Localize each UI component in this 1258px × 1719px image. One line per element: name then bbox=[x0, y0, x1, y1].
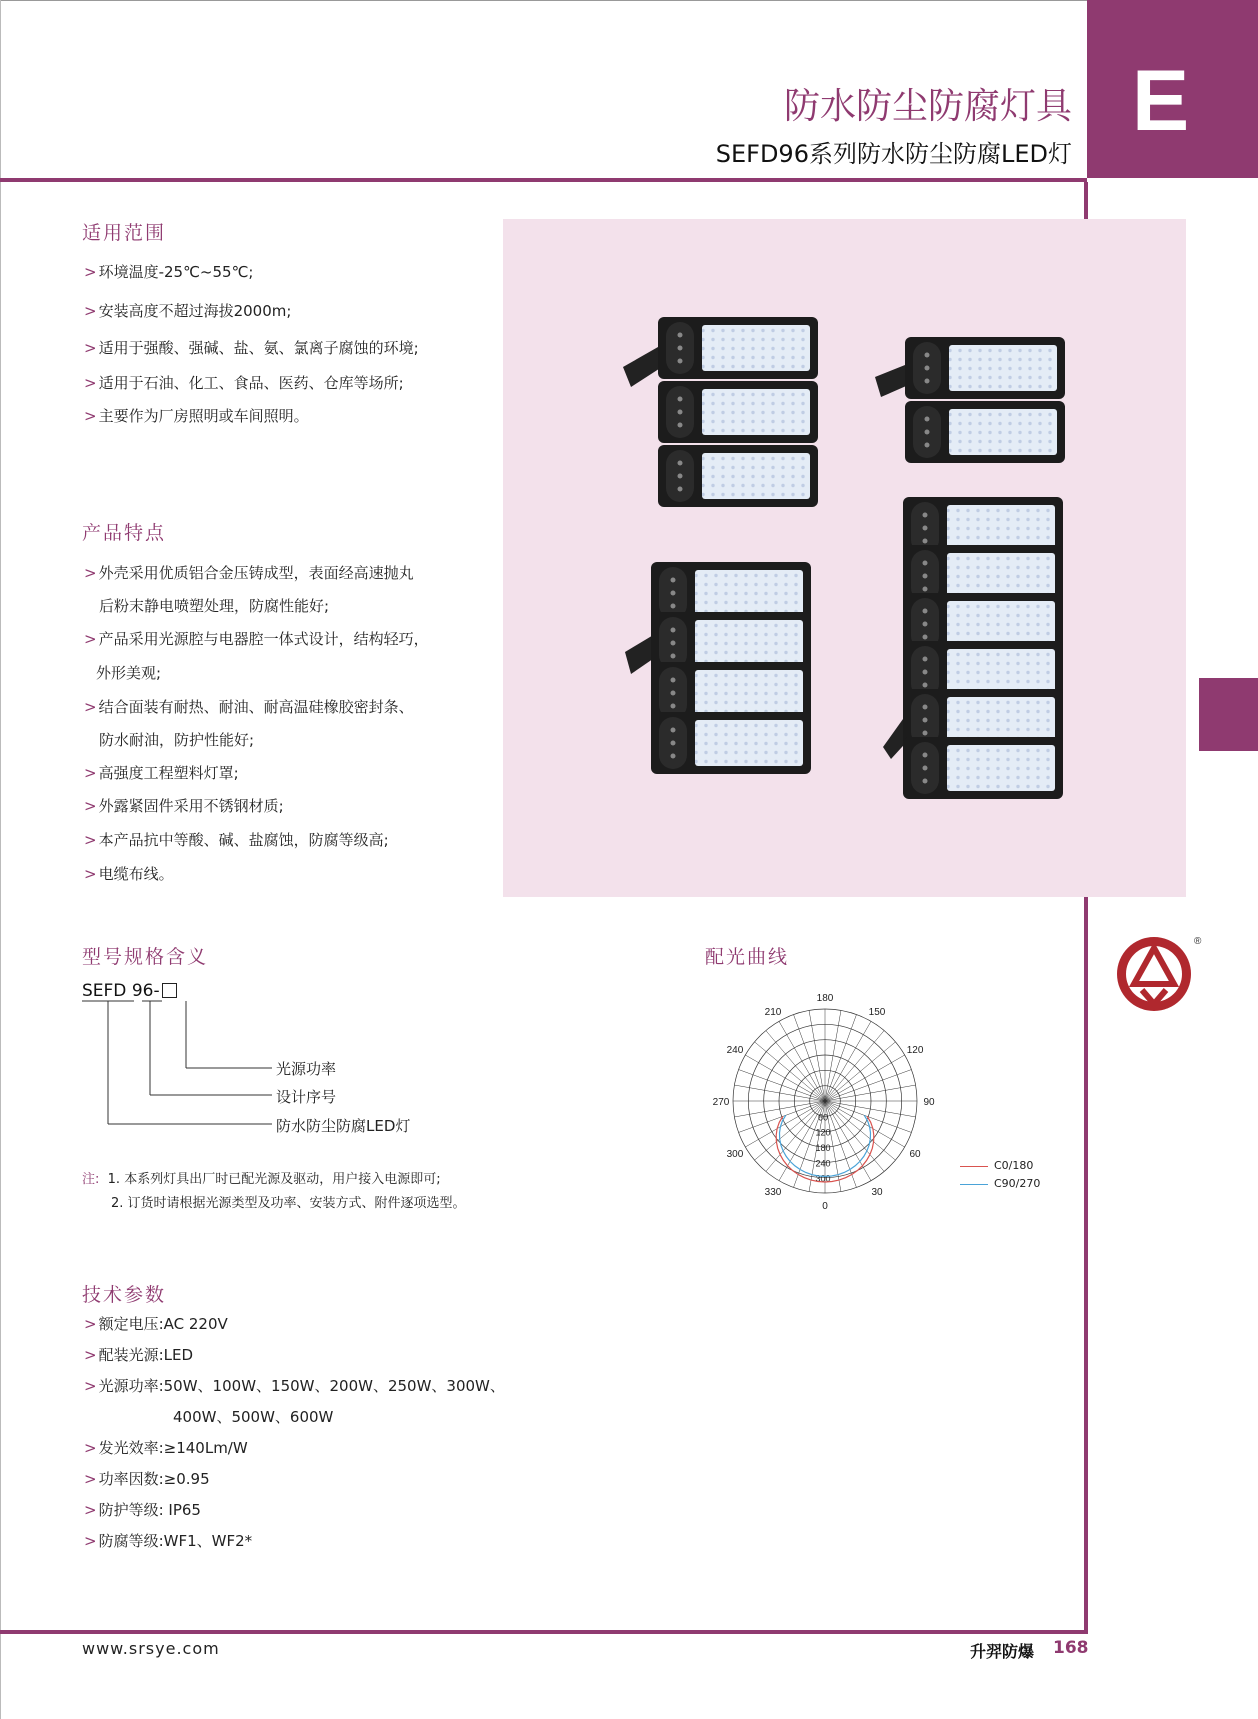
legend-swatch-c0 bbox=[960, 1166, 988, 1167]
scope-item: > 适用于强酸、强碱、盐、氨、氯离子腐蚀的环境; bbox=[84, 339, 419, 357]
legend-item-c0: C0/180 bbox=[960, 1159, 1033, 1172]
features-heading: 产品特点 bbox=[82, 522, 167, 544]
model-leader-lines bbox=[80, 996, 280, 1130]
luminaire-3-module bbox=[623, 317, 818, 507]
section-letter: E bbox=[1131, 53, 1190, 149]
model-heading: 型号规格含义 bbox=[82, 946, 209, 968]
feature-line: > 外壳采用优质铝合金压铸成型，表面经高速抛丸 bbox=[84, 564, 414, 582]
luminaire-4-module bbox=[625, 562, 811, 774]
scope-item: > 环境温度-25℃~55℃; bbox=[84, 263, 254, 281]
polar-angle-label: 330 bbox=[764, 1187, 782, 1199]
model-code-number: 96 bbox=[131, 981, 154, 1001]
page-number: 168 bbox=[1053, 1638, 1089, 1658]
param-row: > 额定电压:AC 220V bbox=[84, 1315, 228, 1333]
polar-angle-label: 240 bbox=[726, 1045, 744, 1056]
note-1: 注: 1. 本系列灯具出厂时已配光源及驱动，用户接入电源即可; bbox=[82, 1172, 441, 1187]
scope-item: > 适用于石油、化工、食品、医药、仓库等场所; bbox=[84, 374, 404, 392]
polar-angle-label: 60 bbox=[909, 1149, 921, 1160]
feature-line: > 高强度工程塑料灯罩; bbox=[84, 764, 239, 782]
luminaire-2-module bbox=[875, 337, 1065, 463]
feature-line: > 结合面装有耐热、耐油、耐高温硅橡胶密封条、 bbox=[84, 698, 414, 716]
param-row: > 防腐等级:WF1、WF2* bbox=[84, 1532, 253, 1550]
polar-angle-label: 180 bbox=[816, 993, 834, 1004]
header-divider bbox=[0, 178, 1087, 182]
page-subtitle: SEFD96系列防水防尘防腐LED灯 bbox=[715, 140, 1072, 168]
feature-line: > 本产品抗中等酸、碱、盐腐蚀，防腐等级高; bbox=[84, 831, 389, 849]
page-left-border bbox=[0, 0, 1, 1719]
polar-angle-label: 90 bbox=[923, 1097, 935, 1108]
params-heading: 技术参数 bbox=[82, 1284, 167, 1306]
model-label-design-no: 设计序号 bbox=[276, 1088, 337, 1106]
scope-heading: 适用范围 bbox=[82, 222, 167, 244]
side-index-tab bbox=[1199, 678, 1258, 751]
param-row: > 防护等级: IP65 bbox=[84, 1501, 201, 1519]
polar-angle-label: 30 bbox=[871, 1187, 883, 1199]
polar-angle-label: 270 bbox=[712, 1097, 730, 1108]
polar-radial-label: 120 bbox=[815, 1127, 831, 1138]
model-code-dash: - bbox=[153, 981, 160, 1001]
polar-radial-label: 300 bbox=[815, 1173, 831, 1184]
page-top-border bbox=[0, 0, 1087, 1]
param-row: > 光源功率:50W、100W、150W、200W、250W、300W、 bbox=[84, 1377, 505, 1395]
polar-angle-label: 0 bbox=[822, 1201, 828, 1212]
polar-radial-label: 240 bbox=[815, 1158, 831, 1169]
note-2: 2. 订货时请根据光源类型及功率、安装方式、附件逐项选型。 bbox=[111, 1196, 466, 1211]
product-photo bbox=[503, 219, 1186, 897]
feature-line: 防水耐油，防护性能好; bbox=[99, 731, 255, 749]
polar-angle-label: 210 bbox=[764, 1006, 782, 1018]
model-label-power: 光源功率 bbox=[276, 1060, 337, 1078]
param-row: > 配装光源:LED bbox=[84, 1346, 194, 1364]
scope-item: > 安装高度不超过海拔2000m; bbox=[84, 302, 292, 320]
footer-url[interactable]: www.srsye.com bbox=[82, 1639, 220, 1658]
model-label-product: 防水防尘防腐LED灯 bbox=[276, 1117, 411, 1135]
svg-text:®: ® bbox=[1194, 936, 1202, 947]
polar-angle-label: 120 bbox=[906, 1045, 924, 1056]
note-mark: 注: bbox=[82, 1172, 100, 1187]
polar-curve-chart bbox=[705, 990, 945, 1220]
scope-item: > 主要作为厂房照明或车间照明。 bbox=[84, 407, 309, 425]
curve-heading: 配光曲线 bbox=[705, 946, 790, 968]
param-row: > 发光效率:≥140Lm/W bbox=[84, 1439, 248, 1457]
feature-line: > 产品采用光源腔与电器腔一体式设计，结构轻巧， bbox=[84, 630, 429, 648]
product-image-panel bbox=[503, 219, 1186, 897]
param-row: > 功率因数:≥0.95 bbox=[84, 1470, 210, 1488]
feature-line: > 外露紧固件采用不锈钢材质; bbox=[84, 797, 284, 815]
polar-radial-label: 180 bbox=[815, 1143, 831, 1153]
polar-angle-label: 150 bbox=[868, 1006, 886, 1018]
feature-line: 外形美观; bbox=[96, 664, 162, 682]
page-title: 防水防尘防腐灯具 bbox=[783, 86, 1072, 127]
polar-angle-label: 300 bbox=[726, 1149, 744, 1160]
polar-radial-label: 60 bbox=[817, 1112, 829, 1123]
feature-line: 后粉末静电喷塑处理，防腐性能好; bbox=[99, 597, 330, 615]
brand-logo bbox=[1112, 934, 1202, 1014]
param-row-continued: 400W、500W、600W bbox=[173, 1408, 334, 1426]
footer-brand: 升羿防爆 bbox=[970, 1642, 1035, 1661]
legend-item-c90: C90/270 bbox=[960, 1177, 1040, 1190]
luminaire-6-module bbox=[883, 497, 1063, 799]
model-code-prefix: SEFD bbox=[82, 981, 127, 1001]
legend-swatch-c90 bbox=[960, 1184, 988, 1185]
feature-line: > 电缆布线。 bbox=[84, 865, 174, 883]
footer-divider bbox=[0, 1630, 1088, 1634]
